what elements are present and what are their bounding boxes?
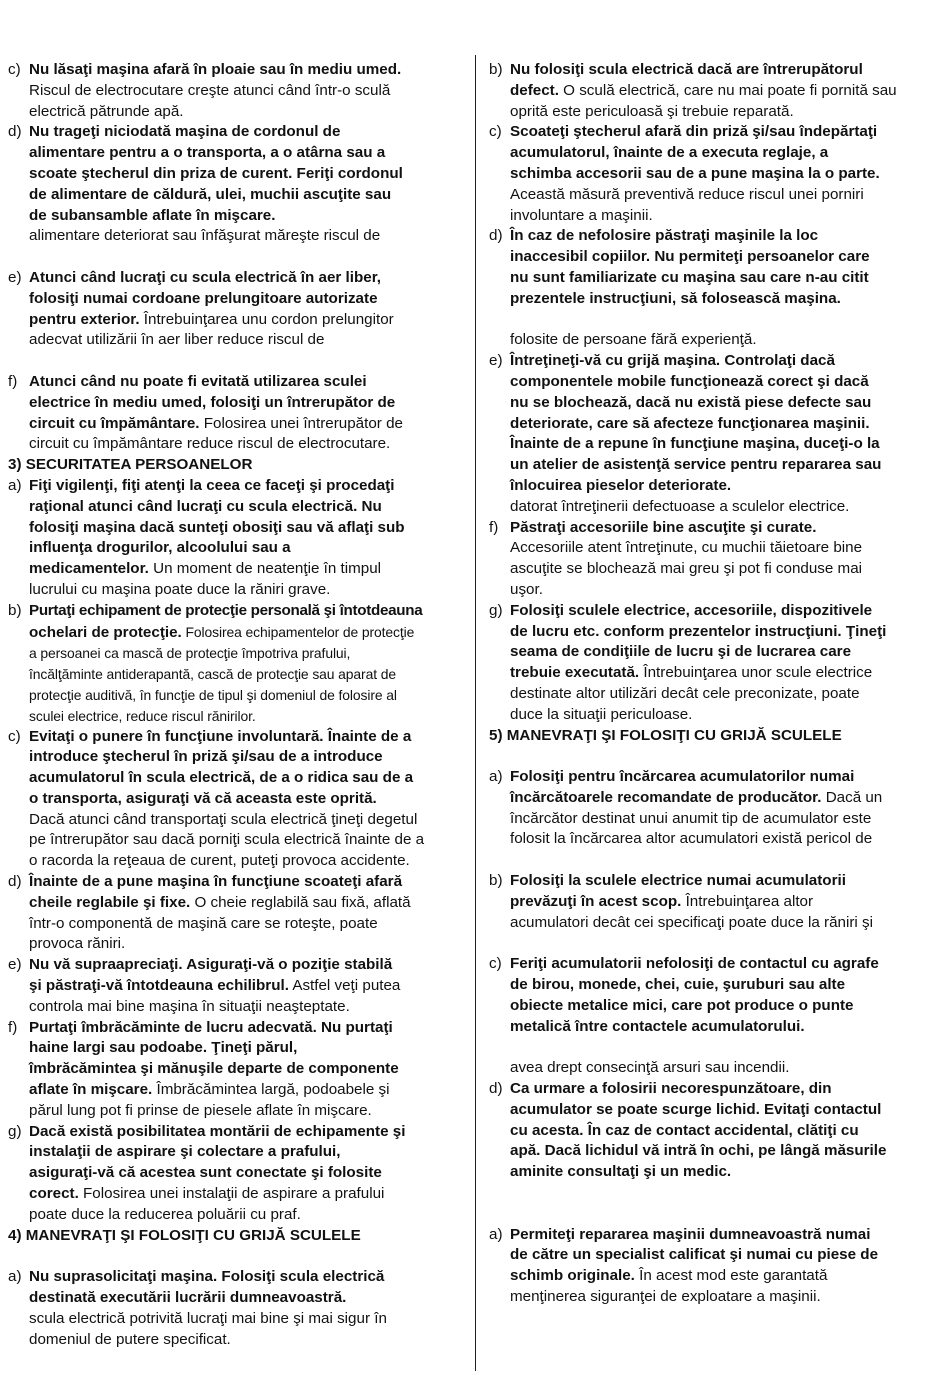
- item-label: d): [8, 873, 22, 891]
- list-item-e-maintenance: [489, 351, 945, 517]
- list-item-f-accessories: [489, 518, 945, 601]
- item-text: Accesoriile atent întreţinute, cu muchii tăietoare bine: [510, 539, 863, 557]
- item-text: Folosirea echipamentelor de protecţie: [181, 623, 415, 640]
- item-text: Întrebuinţarea unor scule electrice: [639, 664, 873, 682]
- item-text: poate duce la reducerea poluării cu praf.: [29, 1205, 301, 1223]
- item-bold-text: schimba accesorii sau de a pune maşina la o parte.: [510, 164, 880, 182]
- item-bold-text: apă. Dacă lichidul vă intră în ochi, pe lângă măsurile: [510, 1142, 887, 1160]
- list-item-b-switch: [489, 60, 945, 122]
- item-bold-text: defect.: [510, 81, 559, 99]
- item-bold-text: Folosiţi la sculele electrice numai acumulatorii: [510, 872, 846, 890]
- item-label: a): [489, 768, 503, 786]
- item-text: Riscul de electrocutare creşte atunci când într-o sculă: [29, 81, 391, 99]
- item-text: pe întrerupător sau dacă porniţi scula electrică înainte de a: [29, 831, 425, 849]
- item-text: încălţăminte antiderapantă, cască de protecţie sau aparat de: [29, 666, 396, 683]
- item-bold-text: electrice în mediu umed, folosiţi un întrerupător de: [29, 393, 396, 411]
- list-item-c-unplug: [489, 122, 945, 226]
- list-item-a-vigilant: [8, 476, 466, 601]
- item-bold-text: alimentare pentru a o transporta, a o atârna sau a: [29, 144, 386, 162]
- list-item-f-humid: [8, 372, 466, 455]
- column-divider: [475, 55, 476, 1371]
- item-label: e): [8, 956, 22, 974]
- item-bold-text: Înainte de a pune maşina în funcţiune scoateţi afară: [29, 873, 403, 891]
- item-text: protecţie auditivă, în funcţie de tipul şi domeniul de folosire al: [29, 686, 397, 703]
- item-label: e): [8, 268, 22, 286]
- item-bold-text: Purtaţi echipament de protecţie personală şi întotdeauna: [29, 601, 423, 619]
- list-item-c-rain: [8, 60, 466, 122]
- item-bold-text: influenţa drogurilor, alcoolului sau a: [29, 539, 291, 557]
- list-item-a-charger: [489, 767, 945, 850]
- item-label: c): [8, 727, 21, 745]
- section-heading-4: 4) MANEVRAŢI ŞI FOLOSIŢI CU GRIJĂ SCULELE: [8, 1226, 361, 1244]
- item-bold-text: Nu folosiţi scula electrică dacă are întrerupătorul: [510, 61, 863, 78]
- item-bold-text: ochelari de protecţie.: [29, 623, 182, 641]
- item-text: Întrebuinţarea unu cordon prelungitor: [139, 310, 394, 328]
- item-bold-text: o transporta, asiguraţi vă că aceasta este oprită.: [29, 789, 377, 807]
- item-bold-text: Folosiţi pentru încărcarea acumulatorilor numai: [510, 768, 855, 786]
- list-item-f-clothing: [8, 1018, 466, 1122]
- item-bold-text: Nu trageţi niciodată maşina de cordonul de: [29, 123, 341, 141]
- list-item-a-repair: [489, 1225, 945, 1308]
- item-bold-text: acumulator se poate scurge lichid. Evitaţi contactul: [510, 1100, 882, 1118]
- item-bold-text: încărcătoarele recomandate de producător.: [510, 788, 822, 806]
- list-item-a-overload: [8, 1267, 466, 1350]
- item-text: acumulatori decât cei specificaţi poate duce la răniri şi: [510, 913, 873, 931]
- item-bold-text: circuit cu împământare.: [29, 414, 200, 432]
- list-item-d-keys: [8, 872, 466, 955]
- item-label: b): [8, 601, 22, 619]
- item-text: scula electrică potrivită lucraţi mai bine şi mai sigur în: [29, 1309, 387, 1327]
- item-text: involuntare a maşinii.: [510, 206, 653, 224]
- item-text: părul lung pot fi prinse de piesele aflate în mişcare.: [29, 1101, 372, 1119]
- list-item-e-outdoor: [8, 268, 466, 351]
- item-bold-text: de subansamble aflate în mişcare.: [29, 206, 276, 224]
- item-text: sculei electrice, reduce riscul rănirilor.: [29, 707, 256, 724]
- item-bold-text: seama de condiţiile de lucru şi de lucrarea care: [510, 643, 852, 661]
- item-bold-text: instalaţii de aspirare şi colectare a prafului,: [29, 1143, 341, 1161]
- item-label: f): [489, 518, 499, 536]
- list-item-d-liquid: [489, 1079, 945, 1183]
- item-text: adecvat utilizării în aer liber reduce riscul de: [29, 331, 325, 349]
- item-bold-text: cheile reglabile şi fixe.: [29, 893, 191, 911]
- item-text: destinate altor utilizări decât cele preconizate, poate: [510, 684, 860, 702]
- item-label: d): [489, 1080, 503, 1098]
- left-column: [8, 60, 466, 1350]
- item-label: b): [489, 61, 503, 78]
- item-bold-text: Ca urmare a folosirii necorespunzătoare, din: [510, 1080, 832, 1098]
- item-text: Întrebuinţarea altor: [681, 892, 814, 910]
- item-bold-text: prezentele instrucţiuni, să folosească maşina.: [510, 289, 841, 307]
- item-bold-text: inaccesibil copiilor. Nu permiteţi persoanelor care: [510, 248, 870, 266]
- item-text: Astfel veţi putea: [288, 977, 401, 995]
- item-text: O cheie reglabilă sau fixă, aflată: [190, 893, 411, 911]
- item-bold-text: Atunci când lucraţi cu scula electrică în aer liber,: [29, 268, 381, 286]
- item-label: e): [489, 352, 503, 370]
- item-bold-text: medicamentelor.: [29, 560, 149, 578]
- section-heading-5: 5) MANEVRAŢI ŞI FOLOSIŢI CU GRIJĂ SCULELE: [489, 726, 842, 744]
- item-text: folosite de persoane fără experienţă.: [510, 331, 757, 349]
- item-text: avea drept consecinţă arsuri sau incendii.: [510, 1059, 790, 1077]
- item-label: b): [489, 872, 503, 890]
- item-bold-text: Întreţineţi-vă cu grijă maşina. Controlaţi dacă: [510, 352, 835, 370]
- item-bold-text: Înainte de a repune în funcţiune maşina, duceţi-o la: [510, 435, 880, 453]
- item-bold-text: componentele mobile funcţionează corect şi dacă: [510, 372, 869, 390]
- item-bold-text: scoate ştecherul din priza de curent. Feriţi cordonul: [29, 164, 403, 182]
- item-bold-text: folosiţi numai cordoane prelungitoare autorizate: [29, 289, 378, 307]
- item-bold-text: acumulatorul în scula electrică, de a o ridica sau de a: [29, 769, 414, 787]
- item-bold-text: de alimentare de căldură, ulei, muchii ascuţite sau: [29, 185, 392, 203]
- item-bold-text: de lucru etc. conform prezentelor instrucţiuni. Ţineţi: [510, 622, 887, 640]
- item-bold-text: trebuie executată.: [510, 664, 640, 682]
- item-text: circuit cu împământare reduce riscul de electrocutare.: [29, 435, 391, 453]
- item-bold-text: raţional atunci când lucraţi cu scula electrică. Nu: [29, 497, 382, 515]
- right-column: [489, 60, 945, 1308]
- item-bold-text: corect.: [29, 1185, 79, 1203]
- list-item-c-metal-objects: [489, 954, 945, 1079]
- item-bold-text: Păstraţi accesoriile bine ascuţite şi curate.: [510, 518, 817, 536]
- item-bold-text: prevăzuţi în acest scop.: [510, 892, 682, 910]
- item-text: controla mai bine maşina în situaţii neaşteptate.: [29, 997, 350, 1015]
- item-label: g): [489, 601, 503, 619]
- item-text: a persoanei ca mască de protecţie împotriva prafului,: [29, 645, 351, 662]
- item-text: În acest mod este garantată: [634, 1267, 828, 1285]
- item-text: într-o componentă de maşină care se roteşte, poate: [29, 914, 378, 932]
- item-text: Dacă un: [821, 788, 883, 806]
- item-text: Folosirea unei instalaţii de aspirare a prafului: [78, 1185, 385, 1203]
- item-bold-text: îmbrăcămintea şi mănuşile departe de componente: [29, 1060, 399, 1078]
- item-text: uşor.: [510, 580, 543, 598]
- list-item-e-balance: [8, 955, 466, 1017]
- item-bold-text: În caz de nefolosire păstraţi maşinile la loc: [510, 227, 819, 245]
- item-text: folosit la încărcarea altor acumulatori există pericol de: [510, 830, 873, 848]
- item-bold-text: Fiţi vigilenţi, fiţi atenţi la ceea ce faceţi şi procedaţi: [29, 476, 395, 494]
- item-label: a): [489, 1225, 503, 1243]
- item-bold-text: Feriţi acumulatorii nefolosiţi de contactul cu agrafe: [510, 955, 879, 973]
- item-bold-text: un atelier de asistenţă service pentru repararea sau: [510, 456, 882, 474]
- item-bold-text: aminite consultaţi şi un medic.: [510, 1163, 732, 1181]
- item-text: domeniul de putere specificat.: [29, 1330, 231, 1348]
- item-label: f): [8, 1018, 18, 1036]
- list-item-b-batteries: [489, 871, 945, 933]
- item-bold-text: folosiţi maşina dacă sunteţi obosiţi sau vă aflaţi sub: [29, 518, 405, 536]
- list-item-b-protection: [8, 601, 466, 727]
- item-label: c): [489, 955, 502, 973]
- item-bold-text: de către un specialist calificat şi numai cu piese de: [510, 1246, 879, 1264]
- item-bold-text: Permiteţi repararea maşinii dumneavoastră numai: [510, 1225, 871, 1243]
- item-text: oprită este periculoasă şi trebuie reparată.: [510, 102, 794, 120]
- item-text: lucrului cu maşina poate duce la răniri grave.: [29, 580, 331, 598]
- list-item-d-storage: [489, 226, 945, 351]
- item-label: g): [8, 1122, 22, 1140]
- list-item-g-instructions: [489, 601, 945, 726]
- list-item-d-cord: [8, 122, 466, 247]
- item-label: a): [8, 1268, 22, 1286]
- item-bold-text: introduce ştecherul în priză şi/sau de a introduce: [29, 748, 383, 766]
- item-text: provoca răniri.: [29, 935, 126, 953]
- item-bold-text: Atunci când nu poate fi evitată utilizarea sculei: [29, 372, 367, 390]
- item-text: electrică pătrunde apă.: [29, 102, 184, 120]
- item-bold-text: şi păstraţi-vă întotdeauna echilibrul.: [29, 977, 289, 995]
- item-text: Dacă atunci când transportaţi scula electrică ţineţi degetul: [29, 810, 418, 828]
- item-bold-text: obiecte metalice mici, care pot produce o punte: [510, 996, 854, 1014]
- item-bold-text: nu sunt familiarizate cu maşina sau care n-au citit: [510, 268, 869, 286]
- item-bold-text: Nu vă supraapreciaţi. Asiguraţi-vă o poziţie stabilă: [29, 956, 393, 974]
- item-text: duce la situaţii periculoase.: [510, 705, 693, 723]
- item-bold-text: aflate în mişcare.: [29, 1081, 153, 1099]
- item-text: datorat întreţinerii defectuoase a sculelor electrice.: [510, 497, 850, 515]
- item-bold-text: Scoateţi ştecherul afară din priză şi/sau îndepărtaţi: [510, 123, 878, 141]
- item-label: d): [489, 227, 503, 245]
- item-bold-text: metalică între contactele acumulatorului.: [510, 1017, 805, 1035]
- item-label: a): [8, 476, 22, 494]
- item-bold-text: înlocuirea pieselor deteriorate.: [510, 476, 732, 494]
- item-text: o racorda la reţeaua de curent, puteţi provoca accidente.: [29, 852, 410, 870]
- item-bold-text: Evitaţi o punere în funcţiune involuntară. Înainte de a: [29, 727, 412, 745]
- list-item-c-startup: [8, 727, 466, 873]
- item-bold-text: pentru exterior.: [29, 310, 140, 328]
- item-bold-text: deteriorate, care să afecteze funcţionarea maşinii.: [510, 414, 870, 432]
- section-heading-3: 3) SECURITATEA PERSOANELOR: [8, 456, 253, 474]
- item-bold-text: Nu lăsaţi maşina afară în ploaie sau în mediu umed.: [29, 61, 402, 78]
- item-bold-text: acumulatorul, înainte de a executa reglaje, a: [510, 144, 829, 162]
- item-bold-text: de birou, monede, chei, cuie, şuruburi sau alte: [510, 976, 846, 994]
- item-bold-text: asiguraţi-vă că acestea sunt conectate şi folosite: [29, 1164, 382, 1182]
- item-label: d): [8, 123, 22, 141]
- item-text: Această măsură preventivă reduce riscul unei porniri: [510, 185, 864, 203]
- item-bold-text: cu acesta. În caz de contact accidental, clătiţi cu: [510, 1121, 859, 1139]
- item-label: f): [8, 372, 18, 390]
- item-text: Îmbrăcămintea largă, podoabele şi: [152, 1081, 390, 1099]
- item-text: încărcător destinat unui anumit tip de acumulator este: [510, 809, 872, 827]
- item-text: Un moment de neatenţie în timpul: [148, 560, 382, 578]
- list-item-g-dust: [8, 1122, 466, 1226]
- item-label: c): [489, 123, 502, 141]
- item-bold-text: Purtaţi îmbrăcăminte de lucru adecvată. Nu purtaţi: [29, 1018, 393, 1036]
- item-bold-text: nu se blochează, dacă nu există piese defecte sau: [510, 393, 872, 411]
- item-bold-text: haine largi sau podoabe. Ţineţi părul,: [29, 1039, 298, 1057]
- item-bold-text: destinată executării lucrării dumneavoastră.: [29, 1289, 347, 1307]
- item-text: alimentare deteriorat sau înfăşurat măreşte riscul de: [29, 227, 381, 245]
- item-text: menţinerea siguranţei de exploatare a maşinii.: [510, 1288, 821, 1306]
- item-text: ascuţite se blochează mai greu şi pot fi conduse mai: [510, 560, 863, 578]
- item-bold-text: Folosiţi sculele electrice, accesoriile, dispozitivele: [510, 601, 873, 619]
- item-text: Folosirea unei întrerupător de: [199, 414, 403, 432]
- item-label: c): [8, 61, 21, 78]
- item-text: O sculă electrică, care nu mai poate fi pornită sau: [558, 81, 897, 99]
- item-bold-text: Nu suprasolicitaţi maşina. Folosiţi scula electrică: [29, 1268, 385, 1286]
- item-bold-text: schimb originale.: [510, 1267, 635, 1285]
- item-bold-text: Dacă există posibilitatea montării de echipamente şi: [29, 1122, 406, 1140]
